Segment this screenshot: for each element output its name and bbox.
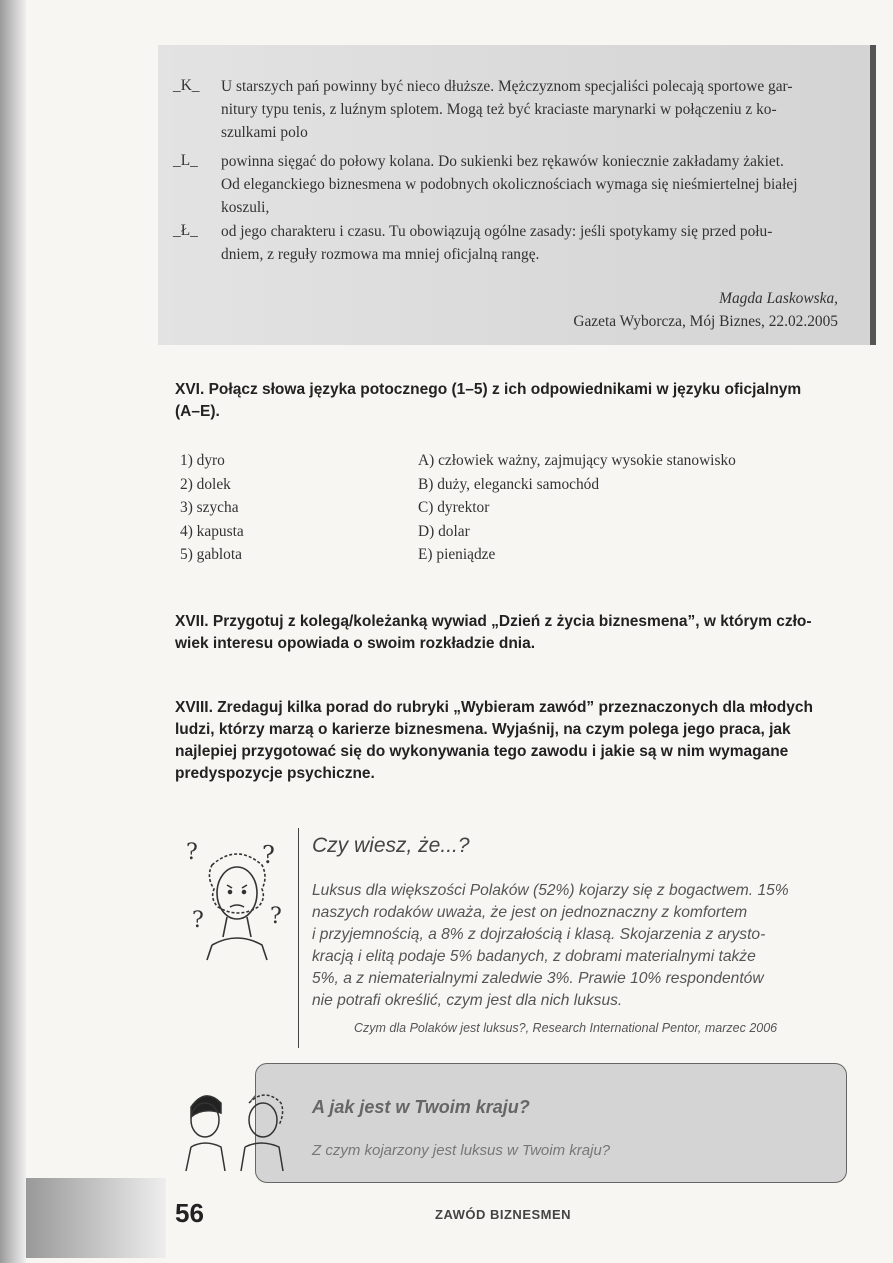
item-text-l-stroke: od jego charakteru i czasu. Tu obowiązują ogólne zasady: jeśli spotykamy się przed połu- dniem, z reguły rozmowa ma mniej oficjalną rangę. bbox=[221, 223, 773, 263]
list-item: A) człowiek ważny, zajmujący wysokie stanowisko bbox=[418, 452, 736, 469]
exercise-17: XVII. Przygotuj z kolegą/koleżanką wywiad „Dzień z życia biznesmena”, w którym czło- wiek interesu opowiada o swoim rozkładzie dnia. bbox=[175, 613, 812, 652]
list-item: 1) dyro bbox=[180, 452, 225, 469]
svg-text:?: ? bbox=[270, 904, 282, 929]
exercise-16-title: XVI. Połącz słowa języka potocznego (1–5) z ich odpowiednikami w języku oficjalnym (A–E). bbox=[175, 381, 802, 420]
bubble-question: Z czym kojarzony jest luksus w Twoim kraju? bbox=[312, 1142, 611, 1159]
article-author: Magda Laskowska, bbox=[719, 290, 838, 307]
list-item: D) dolar bbox=[418, 522, 470, 540]
bubble-title: A jak jest w Twoim kraju? bbox=[312, 1097, 530, 1117]
exercise-18: XVIII. Zredaguj kilka porad do rubryki „Wybieram zawód” przeznaczonych dla młodych ludzi, którzy marzą o karierze biznesmena. Wyjaśnij, na czym polega jego praca, jak najlepiej przygotować się do wykonywania tego zawodu i jakie są w nim wymagane predyspozycje psychiczne. bbox=[175, 699, 813, 782]
list-item: E) pieniądze bbox=[418, 546, 496, 563]
info-source: Czym dla Polaków jest luksus?, Research International Pentor, marzec 2006 bbox=[354, 1021, 778, 1035]
footer-shade bbox=[26, 1178, 166, 1258]
article-source: Gazeta Wyborcza, Mój Biznes, 22.02.2005 bbox=[573, 313, 838, 330]
colloquial-word-list bbox=[180, 449, 244, 567]
page-number: 56 bbox=[175, 1198, 204, 1228]
item-text-k: U starszych pań powinny być nieco dłuższe. Mężczyznom specjaliści polecają sportowe gar- nitury typu tenis, z luźnym splotem. Mogą też być kraciaste marynarki w połączeniu z ko- szulkami polo bbox=[221, 78, 793, 141]
item-text-l: powinna sięgać do połowy kolana. Do sukienki bez rękawów koniecznie zakładamy żakiet. Od eleganckiego biznesmena w podobnych okolicznościach wymaga się nieśmiertelnej białej koszuli, bbox=[221, 153, 798, 216]
discussion-bubble bbox=[255, 1063, 847, 1183]
list-item: 2) dolek bbox=[180, 475, 231, 493]
info-text: Luksus dla większości Polaków (52%) kojarzy się z bogactwem. 15% naszych rodaków uważa, że jest on jednoznaczny z komfortem i przyjemnością, a 8% z dojrzałością i klasą. Skojarzenia z arysto- kracją i elitą podaje 5% badanych, z dobrami materialnymi także 5%, a z niematerialnymi zaledwie 3%. Prawie 10% respondentów nie potrafi określić, czym jest dla nich luksus. bbox=[312, 882, 789, 1009]
item-mark-l: _L_ bbox=[173, 152, 198, 169]
list-item: B) duży, elegancki samochód bbox=[418, 475, 600, 493]
page-binding-shadow bbox=[0, 0, 26, 1263]
svg-text:?: ? bbox=[192, 908, 204, 933]
info-divider bbox=[298, 828, 299, 1048]
talking-people-icon bbox=[183, 1085, 293, 1175]
svg-text:?: ? bbox=[262, 841, 275, 869]
item-mark-k: _K_ bbox=[173, 77, 200, 94]
thinking-person-icon bbox=[182, 835, 292, 965]
official-word-list bbox=[418, 449, 736, 567]
item-mark-l-stroke: _Ł_ bbox=[173, 222, 198, 239]
chapter-title: ZAWÓD BIZNESMEN bbox=[435, 1207, 572, 1222]
list-item: 4) kapusta bbox=[180, 522, 244, 540]
info-title: Czy wiesz, że...? bbox=[312, 834, 470, 857]
svg-text:?: ? bbox=[186, 840, 198, 865]
list-item: C) dyrektor bbox=[418, 499, 490, 516]
list-item: 3) szycha bbox=[180, 499, 239, 516]
list-item: 5) gablota bbox=[180, 546, 242, 563]
